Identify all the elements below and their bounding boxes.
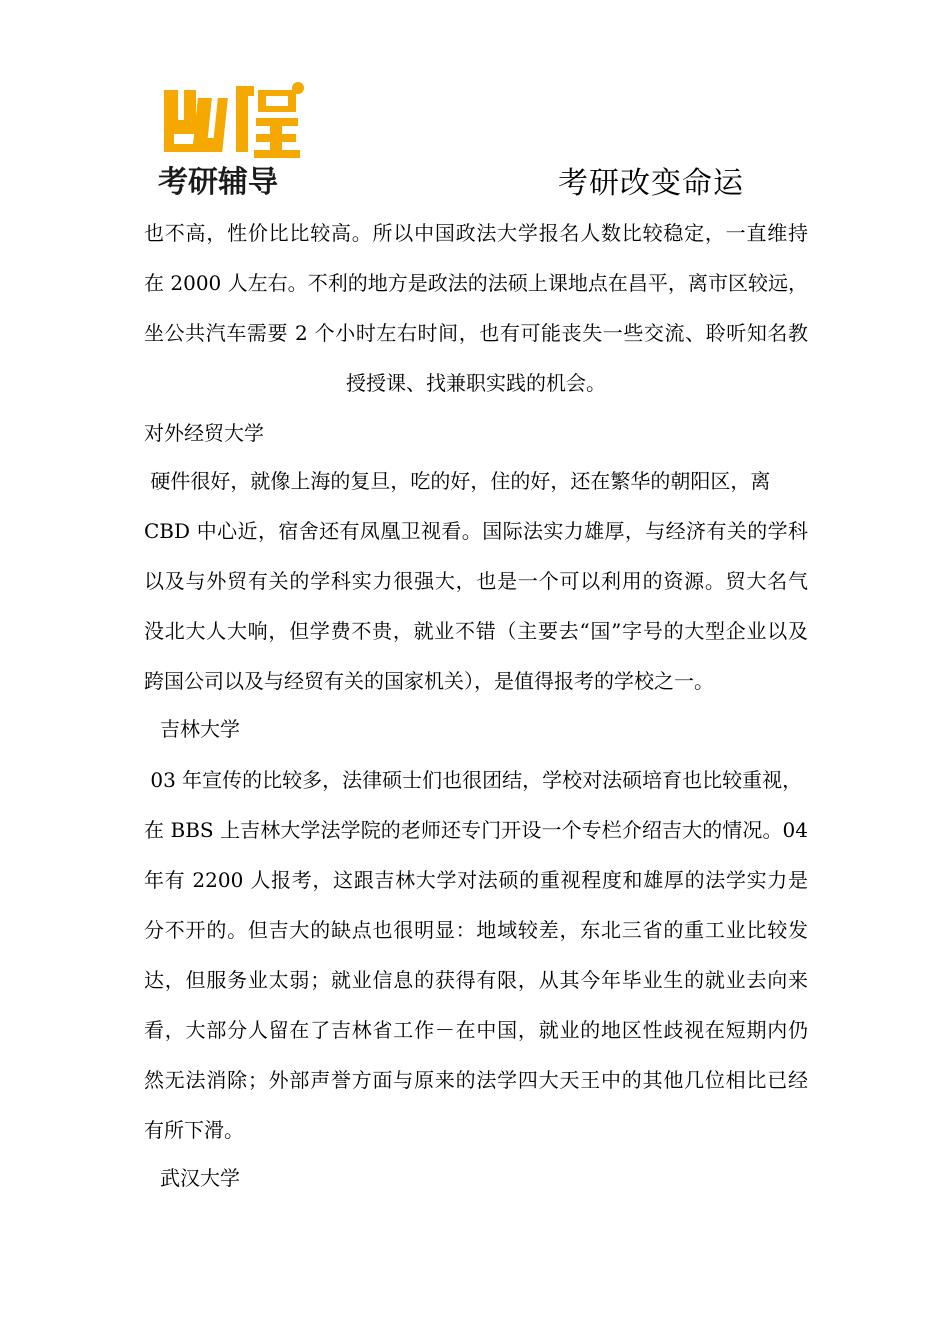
- logo-mark: [164, 82, 304, 158]
- heading-whu: 武汉大学: [160, 1166, 240, 1190]
- paragraph-line: 分不开的。但吉大的缺点也很明显：地域较差，东北三省的重工业比较发: [144, 918, 808, 942]
- logo: [150, 78, 310, 203]
- heading-uibe: 对外经贸大学: [144, 421, 264, 445]
- header-slogan: 考研改变命运: [558, 166, 744, 201]
- paragraph-line: 在 BBS 上吉林大学法学院的老师还专门开设一个专栏介绍吉大的情况。04: [144, 818, 808, 842]
- paragraph-uibe: [144, 456, 808, 706]
- logo-graphic: [150, 78, 310, 203]
- paragraph-line: 授授课、找兼职实践的机会。: [346, 371, 606, 395]
- paragraph-zhengfa: [144, 208, 808, 408]
- paragraph-line: 以及与外贸有关的学科实力很强大，也是一个可以利用的资源。贸大名气: [144, 569, 808, 593]
- svg-text:考研辅导: 考研辅导: [158, 165, 278, 200]
- paragraph-line: 硬件很好，就像上海的复旦，吃的好，住的好，还在繁华的朝阳区，离: [144, 469, 771, 493]
- paragraph-line: 然无法消除；外部声誉方面与原来的法学四大天王中的其他几位相比已经: [144, 1068, 808, 1092]
- paragraph-line: CBD 中心近，宿舍还有凤凰卫视看。国际法实力雄厚，与经济有关的学科: [144, 519, 808, 543]
- paragraph-line: 达，但服务业太弱；就业信息的获得有限，从其今年毕业生的就业去向来: [144, 968, 808, 992]
- logo-subtitle: [158, 165, 278, 200]
- paragraph-line: 在 2000 人左右。不利的地方是政法的法硕上课地点在昌平，离市区较远，: [144, 271, 808, 295]
- paragraph-line: 看，大部分人留在了吉林省工作－在中国，就业的地区性歧视在短期内仍: [144, 1018, 808, 1042]
- paragraph-line: 有所下滑。: [144, 1118, 244, 1142]
- paragraph-line: 坐公共汽车需要 2 个小时左右时间，也有可能丧失一些交流、聆听知名教: [144, 321, 808, 345]
- paragraph-jlu: [144, 755, 808, 1155]
- paragraph-line: 没北大人大响，但学费不贵，就业不错（主要去“国”字号的大型企业以及: [144, 619, 808, 643]
- paragraph-line: 03 年宣传的比较多，法律硕士们也很团结，学校对法硕培育也比较重视，: [144, 768, 803, 792]
- paragraph-line: 年有 2200 人报考，这跟吉林大学对法硕的重视程度和雄厚的法学实力是: [144, 868, 808, 892]
- paragraph-line: 也不高，性价比比较高。所以中国政法大学报名人数比较稳定，一直维持: [144, 221, 808, 245]
- heading-jlu: 吉林大学: [160, 717, 240, 741]
- paragraph-line: 跨国公司以及与经贸有关的国家机关），是值得报考的学校之一。: [144, 669, 714, 693]
